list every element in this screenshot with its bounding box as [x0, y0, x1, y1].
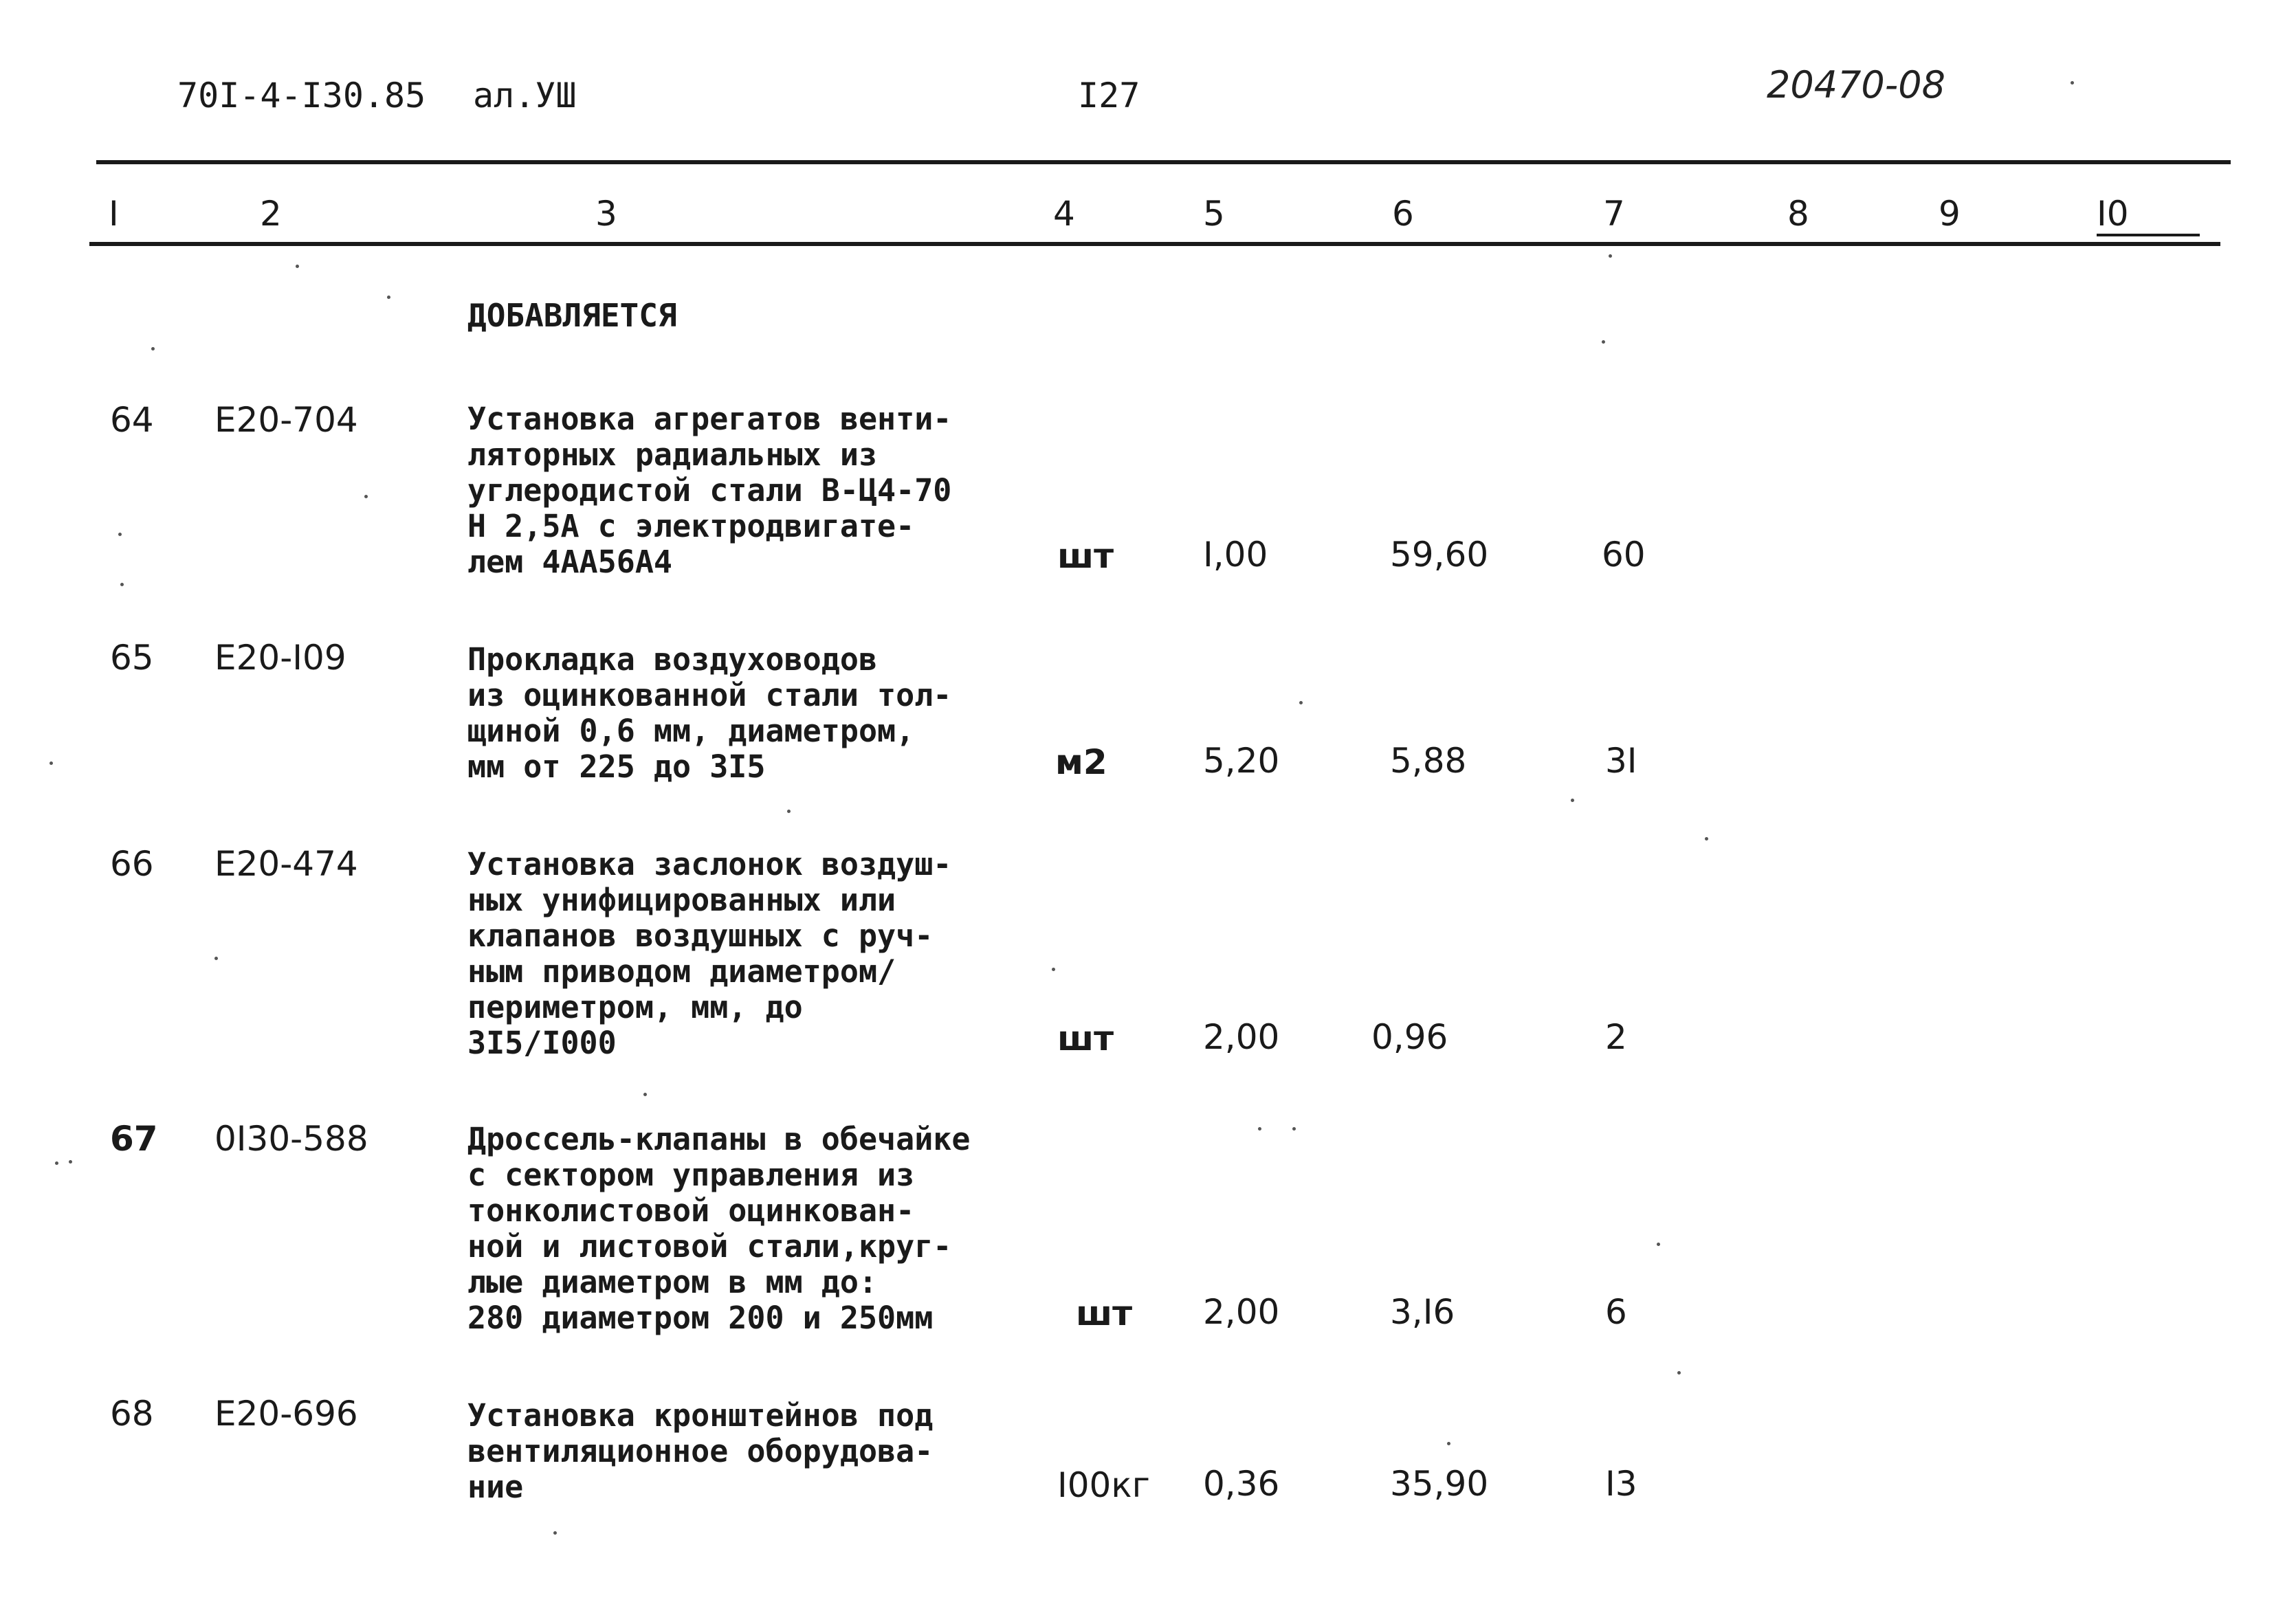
row-66-price: 0,96	[1371, 1017, 1448, 1057]
description-line: лем 4АА56А4	[467, 544, 673, 580]
row-64-unit: шт	[1057, 536, 1114, 576]
scan-speck	[55, 1161, 58, 1165]
row-65-price: 5,88	[1390, 741, 1467, 781]
description-line: щиной 0,6 мм, диаметром,	[467, 713, 915, 749]
row-64-number: 64	[110, 400, 154, 440]
scan-speck	[1292, 1127, 1296, 1131]
row-65-description	[467, 642, 951, 785]
row-65-quantity: 5,20	[1203, 741, 1280, 781]
description-line: ляторных радиальных из	[467, 436, 878, 473]
row-68-number: 68	[110, 1394, 154, 1434]
column-header-10: I0	[2097, 194, 2129, 234]
col10-underline	[2097, 234, 2200, 236]
scan-speck	[1677, 1371, 1681, 1375]
row-66-total: 2	[1605, 1017, 1627, 1057]
scan-speck	[1571, 799, 1574, 802]
description-line: из оцинкованной стали тол-	[467, 677, 952, 713]
description-line: ных унифицированных или	[467, 882, 896, 918]
description-line: мм от 225 до 3I5	[467, 748, 766, 785]
scan-speck	[214, 957, 218, 960]
description-line: 3I5/I000	[467, 1025, 617, 1061]
scan-speck	[1609, 254, 1612, 258]
description-line: ной и листовой стали,круг-	[467, 1228, 952, 1265]
column-header-3: 3	[595, 194, 617, 234]
column-header-7: 7	[1603, 194, 1625, 234]
scan-speck	[296, 265, 299, 268]
column-header-8: 8	[1787, 194, 1809, 234]
row-67-quantity: 2,00	[1203, 1292, 1280, 1332]
row-66-description	[467, 847, 951, 1061]
row-65-total: 3I	[1605, 741, 1637, 781]
scan-speck	[49, 761, 53, 765]
column-header-4: 4	[1053, 194, 1075, 234]
scan-speck	[1602, 340, 1605, 344]
description-line: Дроссель-клапаны в обечайке	[467, 1121, 971, 1157]
description-line: периметром, мм, до	[467, 989, 803, 1025]
description-line: Установка кронштейнов под	[467, 1397, 934, 1434]
row-68-description	[467, 1398, 933, 1505]
row-68-code: E20-696	[214, 1394, 358, 1434]
column-header-6: 6	[1392, 194, 1414, 234]
row-64-price: 59,60	[1390, 535, 1489, 575]
row-67-code: 0I30-588	[214, 1119, 368, 1159]
scan-speck	[364, 495, 368, 498]
scan-speck	[1447, 1442, 1450, 1445]
column-header-1: I	[109, 194, 119, 234]
scan-speck	[118, 533, 122, 536]
scan-speck	[787, 810, 791, 813]
row-64-total: 60	[1602, 535, 1646, 575]
scan-speck	[151, 347, 155, 351]
description-line: с сектором управления из	[467, 1157, 915, 1193]
handwritten-number: 20470-08	[1767, 63, 1945, 107]
description-line: Н 2,5А с электродвигате-	[467, 508, 915, 544]
row-66-unit: шт	[1057, 1019, 1114, 1058]
description-line: углеродистой стали В-Ц4-70	[467, 472, 952, 509]
description-line: лые диаметром в мм до:	[467, 1264, 878, 1300]
scan-speck	[1299, 701, 1303, 704]
description-line: 280 диаметром 200 и 250мм	[467, 1300, 934, 1336]
description-line: клапанов воздушных с руч-	[467, 917, 934, 954]
scan-speck	[553, 1531, 557, 1535]
scan-speck	[2071, 81, 2074, 85]
column-header-9: 9	[1939, 194, 1961, 234]
album-label: ал.УШ	[473, 76, 577, 115]
row-68-unit: I00кг	[1057, 1465, 1150, 1505]
scan-speck	[69, 1160, 72, 1164]
row-64-description	[467, 401, 951, 580]
row-64-quantity: I,00	[1203, 535, 1268, 575]
row-67-description	[467, 1122, 971, 1336]
description-line: Прокладка воздуховодов	[467, 641, 878, 678]
row-65-unit: м2	[1055, 742, 1107, 782]
row-66-quantity: 2,00	[1203, 1017, 1280, 1057]
page-number: I27	[1078, 76, 1140, 115]
row-67-total: 6	[1605, 1292, 1627, 1332]
description-line: Установка агрегатов венти-	[467, 401, 952, 437]
scan-speck	[1705, 837, 1708, 841]
scan-speck	[1258, 1127, 1261, 1131]
description-line: Установка заслонок воздуш-	[467, 846, 952, 882]
column-header-5: 5	[1203, 194, 1225, 234]
row-66-number: 66	[110, 844, 154, 884]
row-65-code: E20-I09	[214, 638, 346, 678]
scan-speck	[1052, 968, 1055, 971]
scan-speck	[1657, 1243, 1660, 1246]
row-67-number: 67	[110, 1119, 158, 1159]
row-64-code: E20-704	[214, 400, 358, 440]
description-line: ным приводом диаметром/	[467, 953, 896, 990]
row-68-price: 35,90	[1390, 1464, 1489, 1504]
row-67-price: 3,I6	[1390, 1292, 1455, 1332]
header-bottom-rule	[89, 242, 2220, 246]
description-line: вентиляционное оборудова-	[467, 1433, 934, 1469]
section-title: ДОБАВЛЯЕТСЯ	[467, 297, 677, 334]
column-header-2: 2	[260, 194, 282, 234]
row-66-code: E20-474	[214, 844, 358, 884]
row-67-unit: шт	[1076, 1293, 1133, 1333]
document-code: 70I-4-I30.85	[177, 76, 426, 115]
scan-speck	[120, 583, 124, 586]
row-65-number: 65	[110, 638, 154, 678]
top-rule	[96, 160, 2231, 164]
description-line: тонколистовой оцинкован-	[467, 1192, 915, 1229]
scan-speck	[643, 1093, 647, 1096]
row-68-quantity: 0,36	[1203, 1464, 1280, 1504]
scan-speck	[387, 296, 390, 299]
description-line: ние	[467, 1469, 524, 1505]
row-68-total: I3	[1605, 1464, 1637, 1504]
